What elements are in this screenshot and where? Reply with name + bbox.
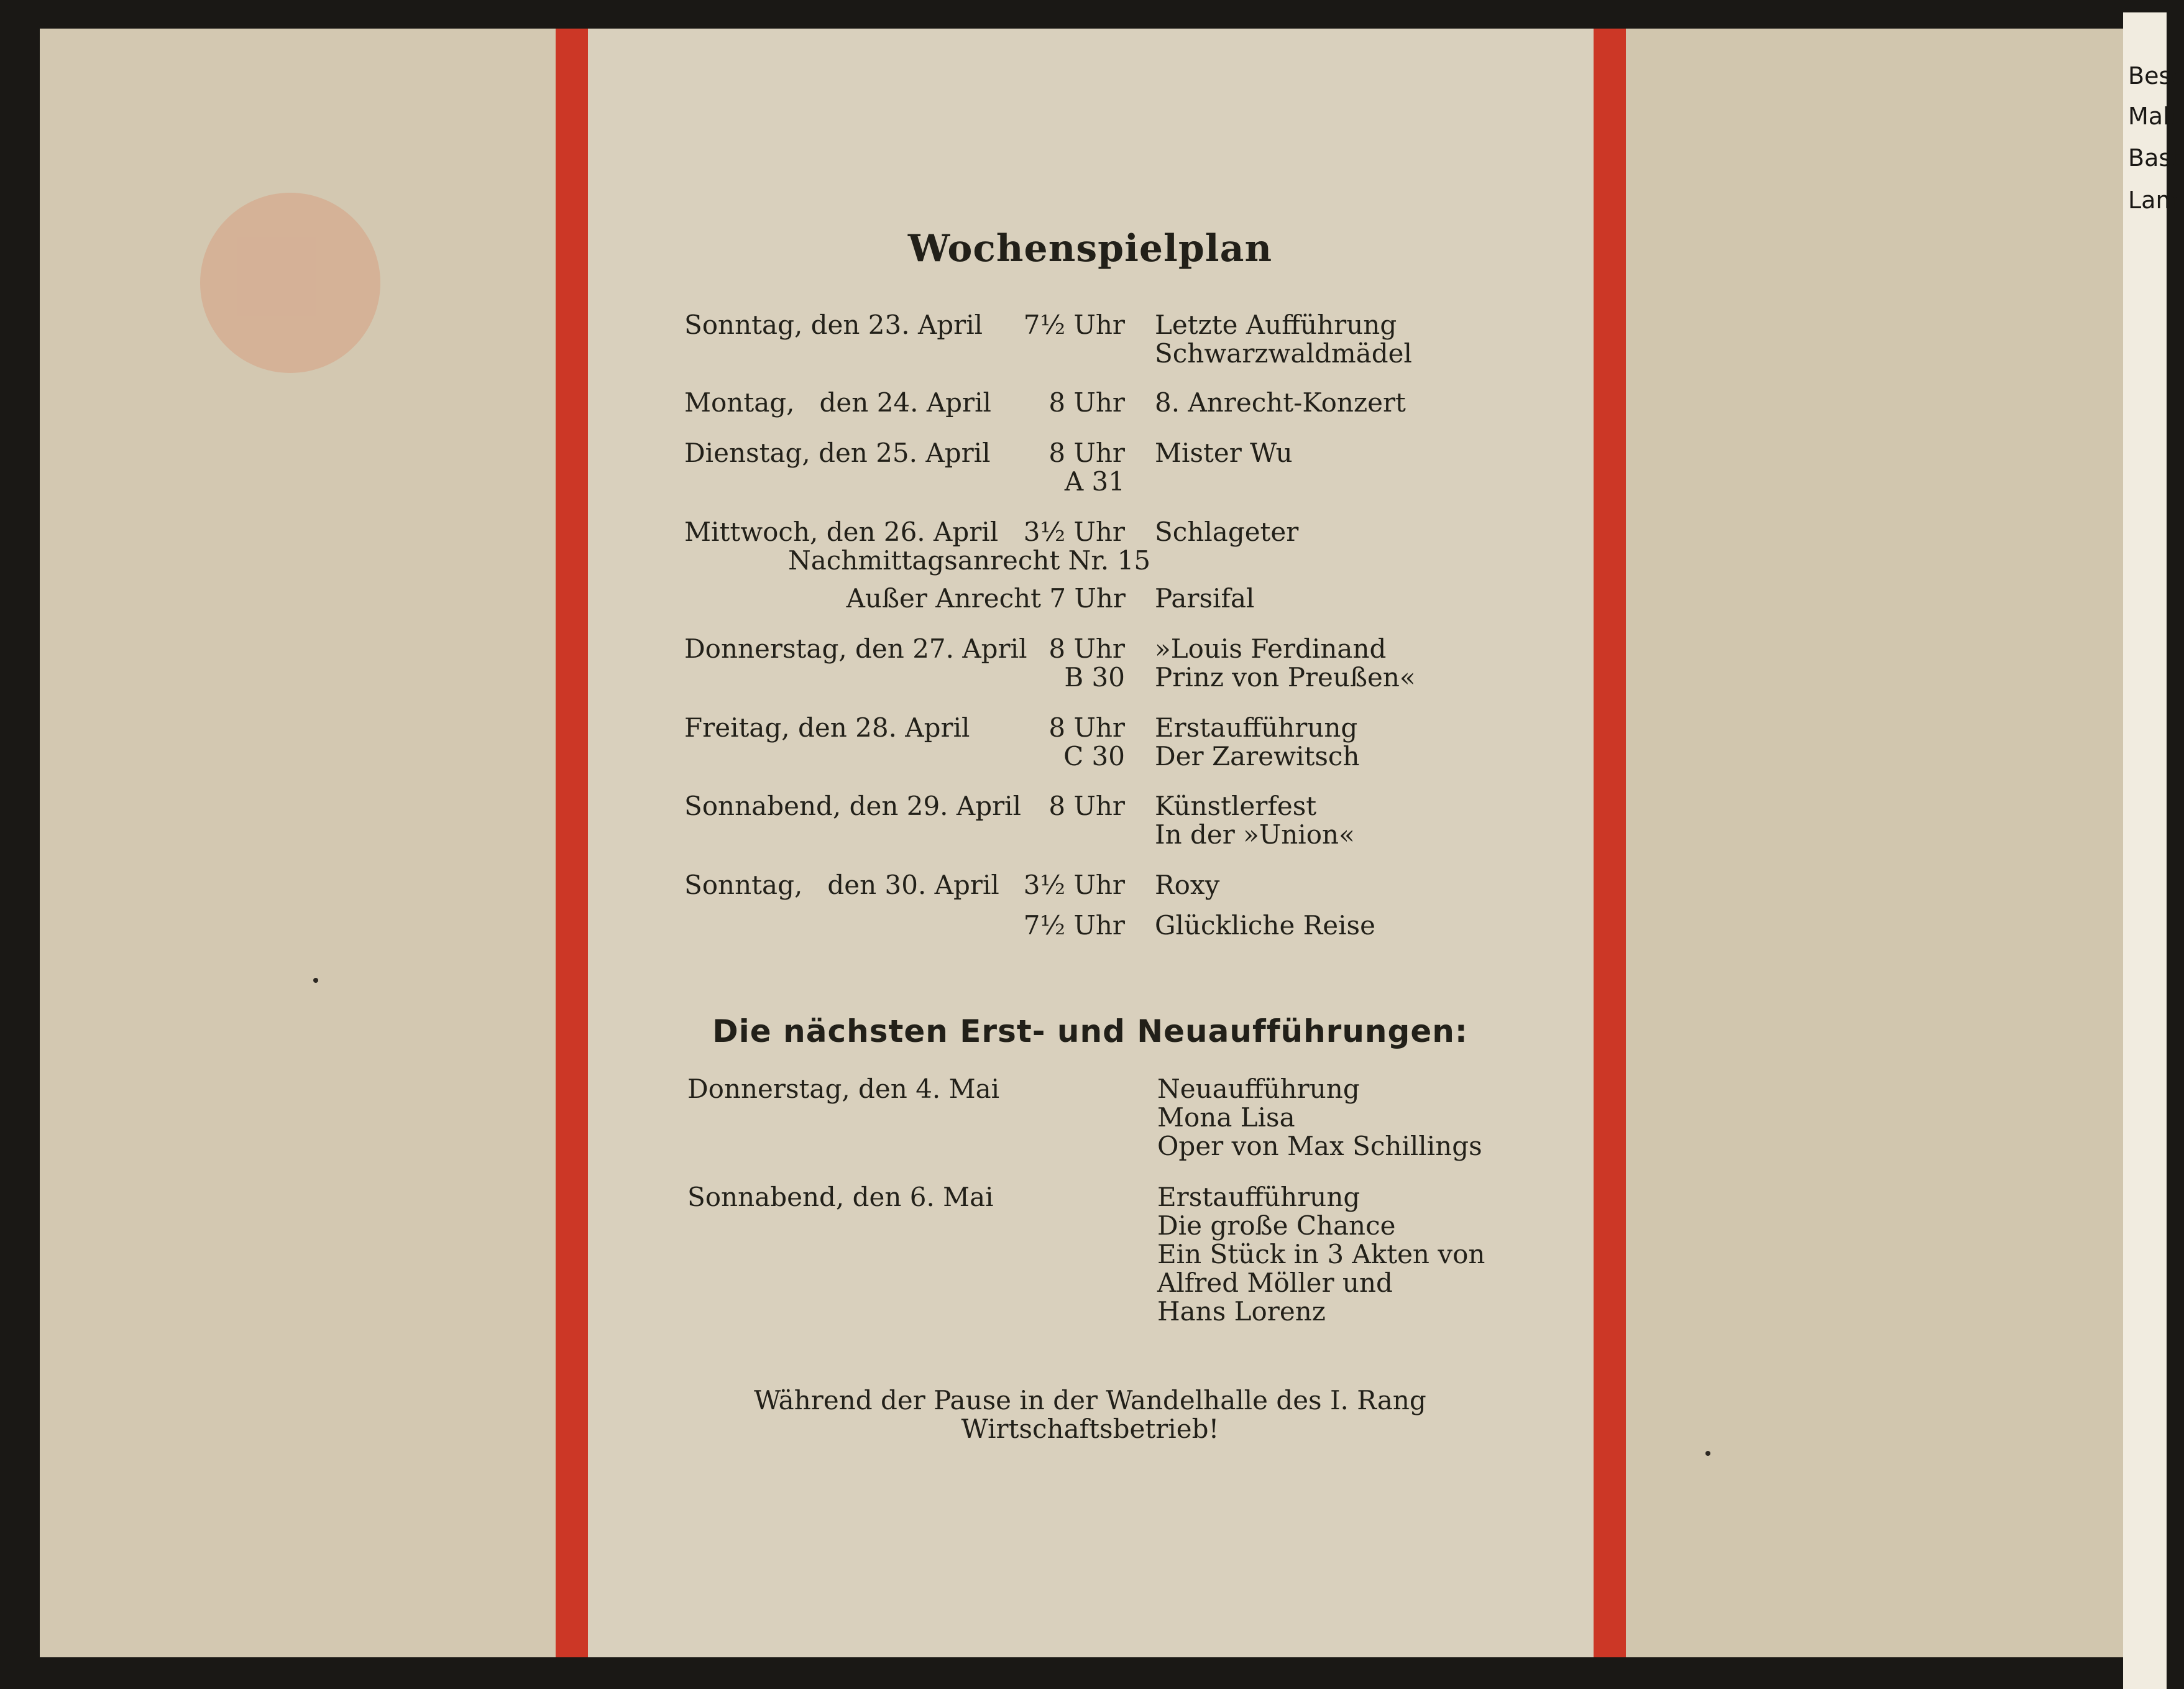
edge-fragment-1: Besc	[2128, 62, 2184, 90]
upcoming-heading: Die nächsten Erst- und Neuaufführungen:	[712, 1013, 1468, 1049]
schedule-date: Mittwoch, den 26. April	[684, 517, 999, 547]
schedule-date: Sonnabend, den 29. April	[684, 791, 1022, 821]
schedule-show: Roxy	[1155, 870, 1220, 900]
schedule-show: Parsifal	[1155, 583, 1255, 614]
schedule-date: Sonntag, den 30. April	[684, 870, 999, 900]
schedule-show: 8. Anrecht-Konzert	[1155, 387, 1406, 418]
right-edge-page	[2123, 12, 2167, 1689]
schedule-show: Schlageter	[1155, 517, 1299, 547]
schedule-time: 7½ Uhr	[1023, 310, 1125, 340]
schedule-time: 3½ Uhr	[1023, 870, 1125, 900]
schedule-date: Außer Anrecht 7 Uhr	[846, 583, 1126, 614]
schedule-date: Freitag, den 28. April	[684, 712, 970, 743]
upcoming-date: Sonnabend, den 6. Mai	[687, 1182, 994, 1212]
schedule-time: 8 Uhr	[1048, 387, 1125, 418]
footer-note	[587, 1386, 1594, 1443]
schedule-show: Erstaufführung Der Zarewitsch	[1155, 712, 1360, 771]
edge-fragment-4: Lam	[2128, 186, 2179, 214]
page-title: Wochenspielplan	[907, 227, 1273, 270]
schedule-date: Donnerstag, den 27. April	[684, 633, 1027, 664]
speck-mark	[1705, 1451, 1710, 1456]
upcoming-show: Neuaufführung Mona Lisa Oper von Max Schillings	[1157, 1074, 1482, 1161]
schedule-time: 7½ Uhr	[1023, 910, 1125, 941]
schedule-show: Glückliche Reise	[1155, 910, 1375, 941]
schedule-date: Sonntag, den 23. April	[684, 310, 983, 340]
schedule-time: 8 Uhr B 30	[1048, 633, 1125, 693]
speck-mark	[313, 978, 318, 983]
schedule-show: »Louis Ferdinand Prinz von Preußen«	[1155, 633, 1416, 693]
edge-fragment-2: Malt	[2128, 103, 2179, 130]
red-stripe-left	[556, 29, 588, 1657]
schedule-time: 8 Uhr	[1048, 791, 1125, 821]
schedule-date: Montag, den 24. April	[684, 387, 991, 418]
schedule-time: 3½ Uhr	[1023, 517, 1125, 547]
schedule-show: Künstlerfest In der »Union«	[1155, 791, 1355, 850]
schedule-show: Mister Wu	[1155, 438, 1293, 468]
schedule-date: Dienstag, den 25. April	[684, 438, 991, 468]
upcoming-show: Erstaufführung Die große Chance Ein Stück in 3 Akten von Alfred Möller und Hans Lorenz	[1157, 1182, 1485, 1327]
schedule-show: Letzte Aufführung Schwarzwaldmädel	[1155, 310, 1412, 369]
schedule-subscription-note: Nachmittagsanrecht Nr. 15	[788, 545, 1151, 576]
upcoming-date: Donnerstag, den 4. Mai	[687, 1074, 1000, 1104]
schedule-time: 8 Uhr A 31	[1048, 438, 1125, 497]
edge-fragment-3: Bast	[2128, 144, 2181, 172]
red-stripe-right	[1594, 29, 1626, 1657]
faded-seal-mark	[200, 193, 380, 373]
schedule-time: 8 Uhr C 30	[1048, 712, 1125, 771]
right-page-panel	[1626, 29, 2123, 1657]
footer-text: Während der Pause in der Wandelhalle des I. Rang Wirtschaftsbetrieb!	[754, 1385, 1426, 1444]
